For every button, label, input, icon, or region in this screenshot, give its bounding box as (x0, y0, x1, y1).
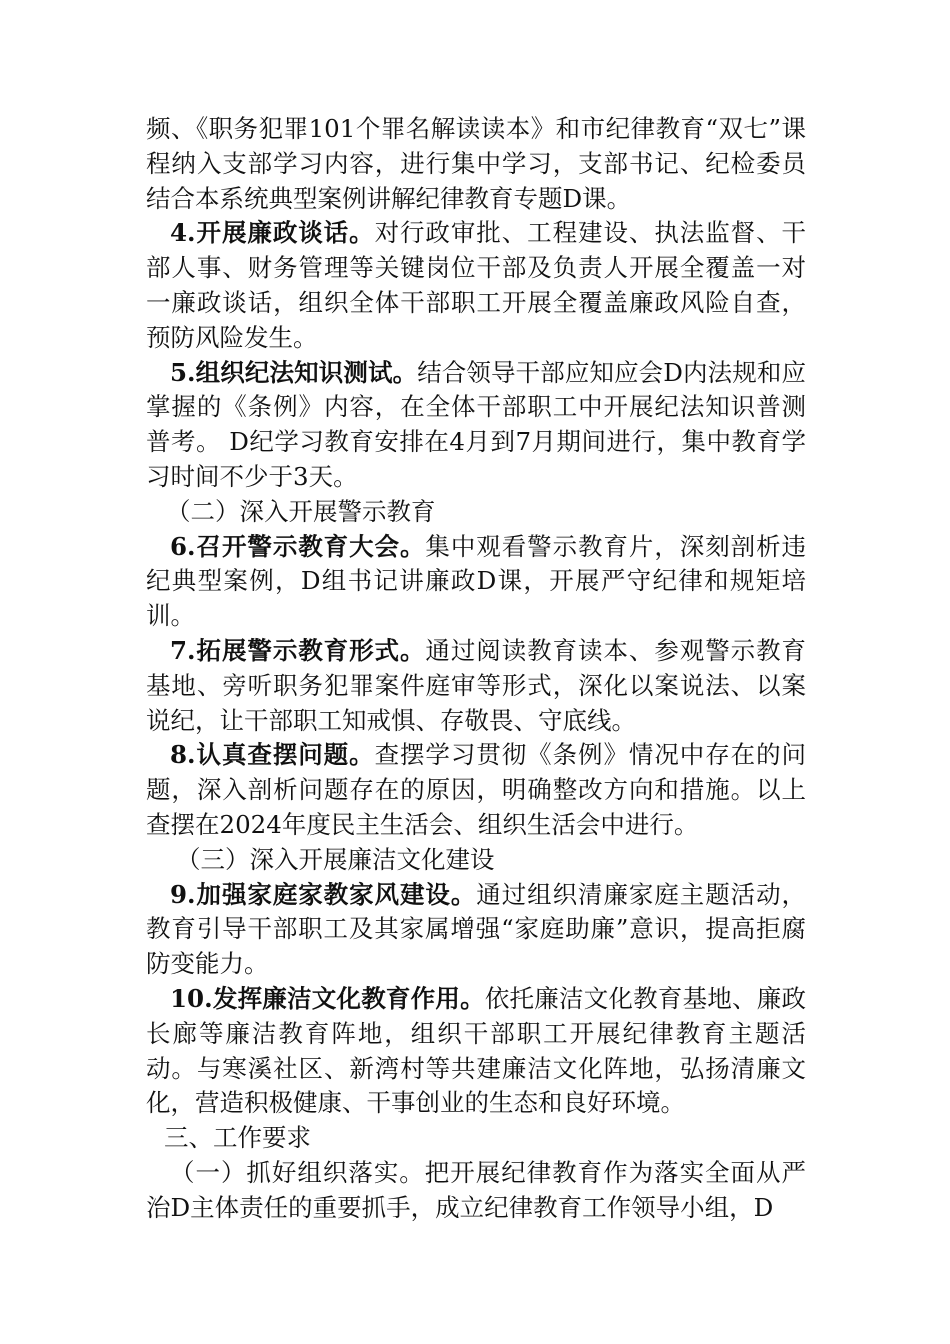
subheading-text: （二）深入开展警示教育 (166, 496, 436, 526)
paragraph-text: （一）抓好组织落实。把开展纪律教育作为落实全面从严治D主体责任的重要抓手，成立纪律教育工作领导小组，D (146, 1157, 806, 1222)
item-heading: 9.加强家庭家教家风建设。 (170, 879, 477, 909)
item-heading: 7.拓展警示教育形式。 (170, 635, 426, 665)
item-heading: 6.召开警示教育大会。 (170, 531, 426, 561)
paragraph-item-4 (146, 216, 806, 355)
item-heading: 10.发挥廉洁文化教育作用。 (170, 983, 485, 1013)
paragraph-item-9 (146, 878, 806, 982)
paragraph-text: 对行政审批、工程建设、执法监督、干部人事、财务管理等关键岗位干部及负责人开展全覆盖一对一廉政谈话，组织全体干部职工开展全覆盖廉政风险自查，预防风险发生。 (146, 218, 807, 352)
section-subheading (146, 495, 806, 530)
paragraph-item-5 (146, 356, 806, 495)
paragraph-text: 通过组织清廉家庭主题活动，教育引导干部职工及其家属增强“家庭助廉”意识，提高拒腐防变能力。 (146, 879, 807, 979)
section-heading-text: 三、工作要求 (164, 1123, 311, 1153)
paragraph-text: 查摆学习贯彻《条例》情况中存在的问题，深入剖析问题存在的原因，明确整改方向和措施。以上查摆在2024年度民主生活会、组织生活会中进行。 (146, 740, 807, 839)
paragraph-text: 结合领导干部应知应会D内法规和应掌握的《条例》内容，在全体干部职工中开展纪法知识普测普考。 D纪学习教育安排在4月到7月期间进行，集中教育学习时间不少于3天。 (146, 357, 806, 491)
document-body (146, 112, 806, 1226)
item-heading: 5.组织纪法知识测试。 (170, 357, 418, 387)
paragraph-item-6 (146, 530, 806, 634)
item-heading: 4.开展廉政谈话。 (170, 218, 375, 248)
paragraph-text: 通过阅读教育读本、参观警示教育基地、旁听职务犯罪案件庭审等形式，深化以案说法、以案说纪，让干部职工知戒惧、存敬畏、守底线。 (146, 635, 806, 735)
item-heading: 8.认真查摆问题。 (170, 740, 375, 770)
paragraph-text: 依托廉洁文化教育基地、廉政长廊等廉洁教育阵地，组织干部职工开展纪律教育主题活动。与寒溪社区、新湾村等共建廉洁文化阵地，弘扬清廉文化，营造积极健康、干事创业的生态和良好环境。 (146, 983, 806, 1118)
paragraph-item-7 (146, 634, 806, 738)
paragraph-text: 频、《职务犯罪101个罪名解读读本》和市纪律教育“双七”课程纳入支部学习内容，进行集中学习，支部书记、纪检委员结合本系统典型案例讲解纪律教育专题D课。 (146, 114, 806, 213)
paragraph-text: 集中观看警示教育片，深刻剖析违纪典型案例，D组书记讲廉政D课，开展严守纪律和规矩培训。 (146, 531, 806, 631)
paragraph-item-8 (146, 738, 806, 842)
subheading-text: （三）深入开展廉洁文化建设 (176, 844, 495, 874)
paragraph-requirement-1 (146, 1156, 806, 1226)
section-heading (146, 1121, 806, 1156)
section-subheading (146, 843, 806, 878)
paragraph-continuation (146, 112, 806, 216)
paragraph-item-10 (146, 982, 806, 1121)
